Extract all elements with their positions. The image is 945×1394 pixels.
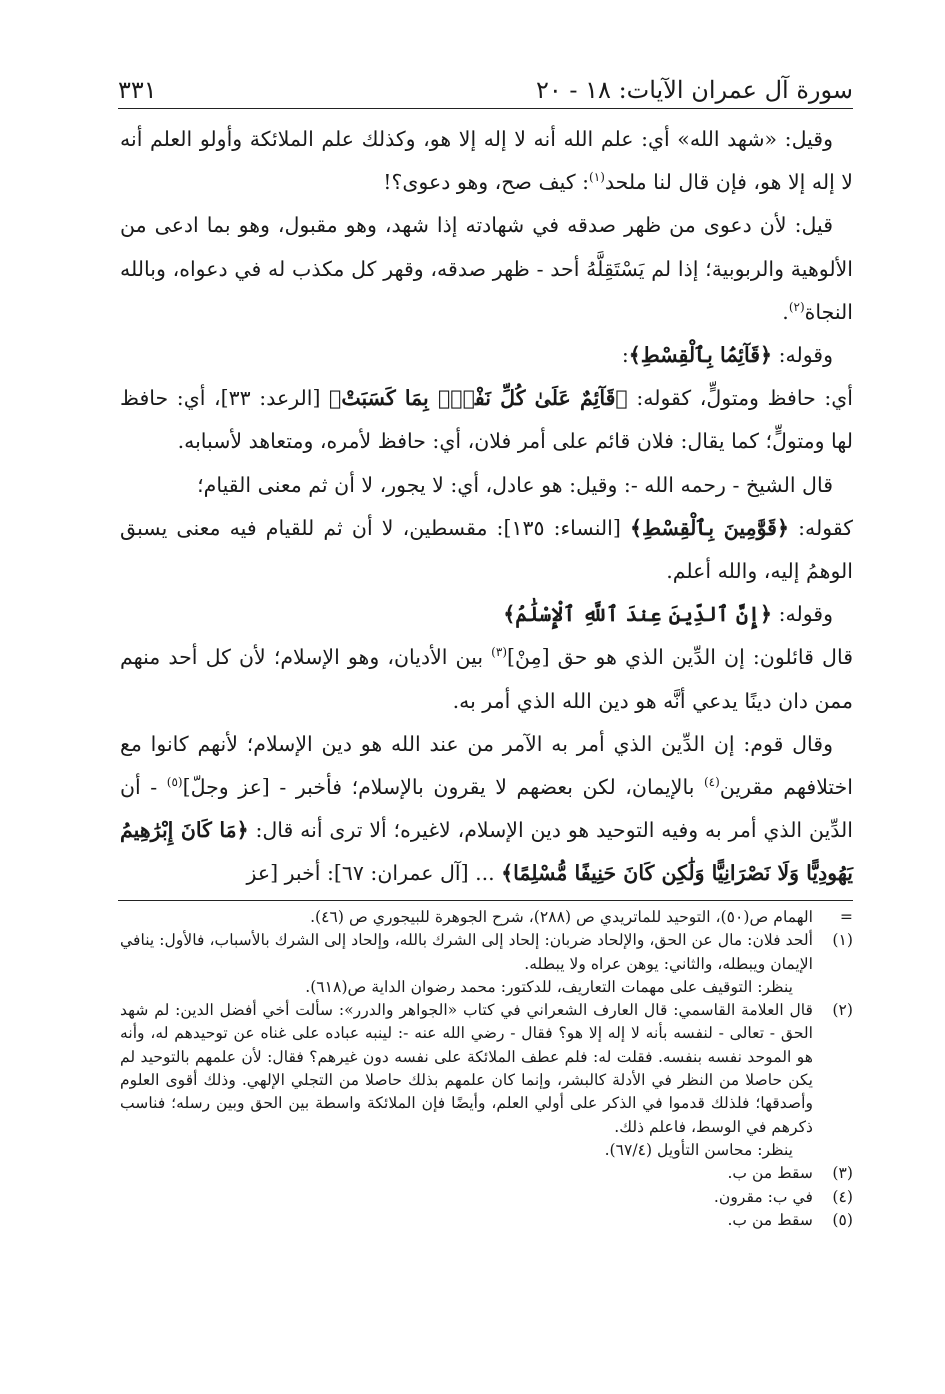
footnote-5: (٥) سقط من ب.: [120, 1209, 853, 1232]
paragraph-8: قال قائلون: إن الدِّين الذي هو حق [مِنْ]$^{(٣)}$ بين الأديان، وهو الإسلام؛ لأن كل أحد منهم ممن دان دينًا يدعي أنَّه هو دين الله الذي أمر به.: [120, 645, 853, 713]
surah-title: سورة آل عمران الآيات: ١٨ - ٢٠: [536, 76, 853, 104]
footnote-number: (٣): [832, 1164, 853, 1183]
footnote-1: (١) ألحد فلان: مال عن الحق، والإلحاد ضربان: إلحاد إلى الشرك بالله، وإلحاد إلى الشرك بالأسباب، فالأول: ينافي الإيمان ويبطله، والثاني: يوهن عراه ولا يبطله. ينظر: التوقيف على مهمات التعاريف، للدكتور: محمد رضوان الداية ص(٦١٨).: [120, 931, 853, 996]
paragraph-9: وقال قوم: إن الدِّين الذي أمر به الآمر من عند الله هو دين الإسلام؛ لأنهم كانوا مع اختلافهم مقرين$^{(٤)}$ بالإيمان، لكن بعضهم لا يقرون بالإسلام؛ فأخبر - [عز وجلّ]$^{(٥)}$ - أن الدِّين الذي أمر به وفيه التوحيد هو دين الإسلام، لاغيره؛ ألا ترى أنه قال: ﴿مَا كَانَ إِبْرَٰهِيمُ يَهُودِيًّا وَلَا نَصْرَانِيًّا وَلَٰكِن كَانَ حَنِيفًا مُّسْلِمًا﴾ ... [آل عمران: ٦٧]: أخبر [عز: [120, 731, 853, 886]
running-head: [118, 58, 853, 102]
footnote-ref-2: (٢): [788, 299, 805, 314]
footnotes: [120, 906, 853, 1232]
main-text: [120, 118, 853, 896]
quran-verse: ﴿قَوَّٰمِينَ بِٱلْقِسْطِ﴾: [629, 515, 789, 540]
quran-verse: ﴿إِنَّ ٱلدِّينَ عِندَ ٱللَّهِ ٱلْإِسْلَٰمُ﴾: [503, 602, 773, 627]
continuation-mark: =: [839, 908, 853, 926]
paragraph-1: وقيل: «شهد الله» أي: علم الله أنه لا إله إلا هو، وكذلك علم الملائكة وأولو العلم أنه لا إله إلا هو، فإن قال لنا ملحد$^{(١)}$: كيف صح، وهو دعوى؟!: [120, 127, 853, 195]
footnote-4: (٤) في ب: مقرون.: [120, 1186, 853, 1209]
paragraph-4: أي: حافظ ومتولٍّ، كقوله: ﴿قَآئِمٌ عَلَىٰ كُلِّ نَفْسٍۭ بِمَا كَسَبَتْ﴾ [الرعد: ٣٣]، أي: حافظ لها ومتولٍّ؛ كما يقال: فلان قائم على أمر فلان، أي: حافظ لأمره، ومتعاهد لأسبابه.: [120, 386, 853, 454]
paragraph-3: وقوله: ﴿قَآئِمَۢا بِٱلْقِسْطِ﴾:: [621, 343, 833, 368]
quran-verse: ﴿قَآئِمَۢا بِٱلْقِسْطِ﴾: [628, 343, 773, 368]
footnote-number: (١): [832, 931, 853, 950]
page-number: ٣٣١: [118, 76, 157, 104]
footnote-ref-3: (٣): [491, 645, 507, 660]
footnote-number: (٥): [832, 1210, 853, 1229]
paragraph-2: قيل: لأن دعوى من ظهر صدقه في شهادته إذا شهد، وهو مقبول، وهو بما ادعى من الألوهية والربوبية؛ إذا لم يَسْتَقِلَّهُ أحد - ظهر صدقه، وقهر كل مكذب له في دعواه، وبالله النجاة$^{(٢)}$.: [120, 213, 853, 324]
footnote-ref-4: (٤): [703, 775, 720, 790]
footnote-continuation: = الهمام ص(٥٠)، التوحيد للماتريدي ص (٢٨٨)، شرح الجوهرة للبيجوري ص (٤٦).: [120, 906, 853, 929]
footnote-number: (٢): [832, 1001, 853, 1020]
header-rule: [118, 108, 853, 109]
quran-verse: ﴿قَآئِمٌ عَلَىٰ كُلِّ نَفْسٍۭ بِمَا كَسَبَتْ﴾: [329, 386, 628, 411]
footnote-3: (٣) سقط من ب.: [120, 1162, 853, 1185]
footnote-ref-5: (٥): [166, 775, 183, 790]
paragraph-6: كقوله: ﴿قَوَّٰمِينَ بِٱلْقِسْطِ﴾ [النساء: ١٣٥]: مقسطين، لا أن ثم للقيام فيه معنى يسبق الوهمُ إليه، والله أعلم.: [120, 515, 853, 584]
quran-verse: ﴿مَا كَانَ إِبْرَٰهِيمُ يَهُودِيًّا وَلَا نَصْرَانِيًّا وَلَٰكِن كَانَ حَنِيفًا مُّسْلِمًا﴾: [120, 818, 853, 886]
footnote-ref-1: (١): [589, 170, 605, 185]
footnote-number: (٤): [832, 1187, 853, 1206]
footnote-2: (٢) قال العلامة القاسمي: قال العارف الشعراني في كتاب «الجواهر والدرر»: سألت أخي أفضل الدين: لم شهد الحق - تعالى - لنفسه بأنه لا إله إلا هو؟ فقال - رضي الله عنه -: لينبه عباده على غناه عن توحيدهم له، وأنه هو الموحد نفسه بنفسه. فقلت له: فلم عطف الملائكة على نفسه دون غيرهم؟ فقال: لأن علمهم بالتوحيد لم يكن حاصلا من النظر في الأدلة كالبشر، وإنما كان علمهم بذلك حاصلا من التجلي الإلهي. وذلك أقوى العلوم وأصدقها؛ فلذلك قدموا في الذكر على أولي العلم، وأيضًا فإن الملائكة واسطة بين الحق وبين رسله؛ فناسب ذكرهم في الوسط، فاعلم ذلك. ينظر: محاسن التأويل (٦٧/٤).: [120, 1001, 853, 1159]
paragraph-7: وقوله: ﴿إِنَّ ٱلدِّينَ عِندَ ٱللَّهِ ٱلْإِسْلَٰمُ﴾: [503, 602, 833, 627]
footnote-separator: [118, 900, 853, 901]
paragraph-5: قال الشيخ - رحمه الله -: وقيل: هو عادل، أي: لا يجور، لا أن ثم معنى القيام؛: [197, 472, 833, 497]
